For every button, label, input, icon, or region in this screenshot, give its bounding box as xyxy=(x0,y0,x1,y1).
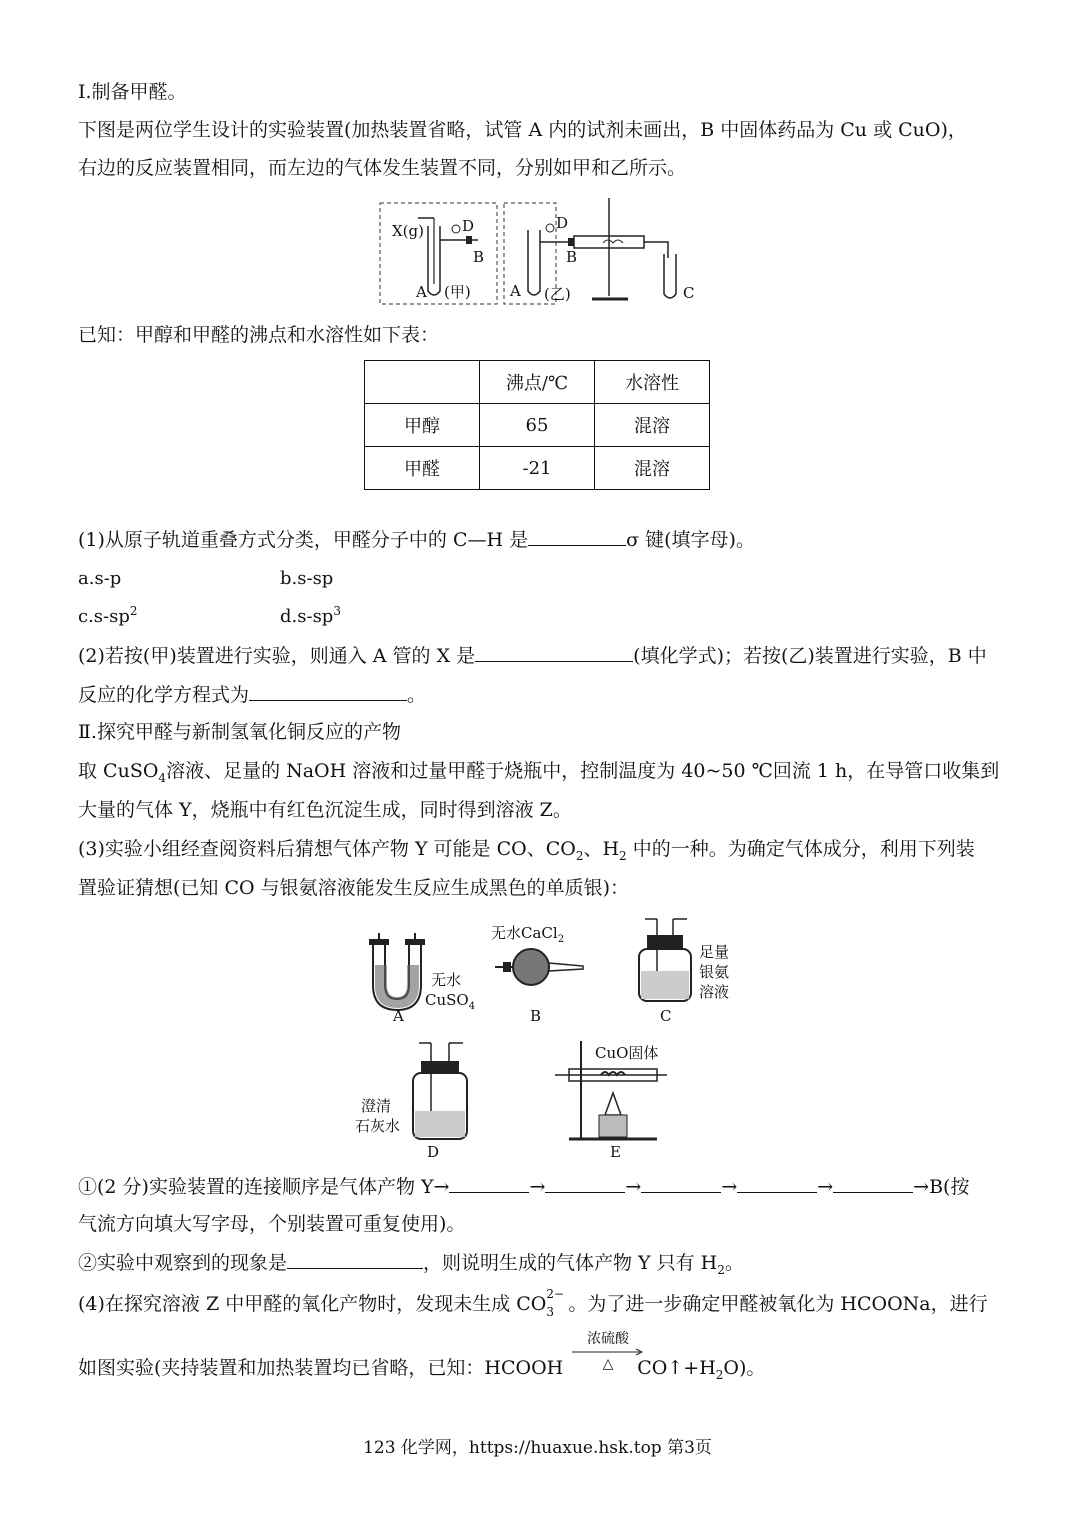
arrow-line xyxy=(572,1348,644,1356)
reaction-condition-top: 浓硫酸 xyxy=(587,1331,629,1347)
question-4-line2: 如图实验(夹持装置和加热装置均已省略，已知：HCOOH $CO↑+H_2O$)。 xyxy=(78,1357,766,1382)
option-b: b.s-sp xyxy=(280,568,334,589)
apparatus-c xyxy=(639,919,729,1025)
answer-blank-3[interactable] xyxy=(641,1174,721,1193)
answer-blank[interactable] xyxy=(287,1250,423,1269)
yi-label: (乙) xyxy=(544,285,571,303)
answer-blank[interactable] xyxy=(475,643,633,662)
apparatus-b xyxy=(491,924,583,1025)
question-3-2: ②实验中观察到的现象是 ，则说明生成的气体产物 Y 只有 $H_2$。 xyxy=(78,1252,744,1277)
question-3-line1: (3)实验小组经查阅资料后猜想气体产物 Y 可能是 CO、$CO_2$、$H_2$ 中的一种。为确定气体成分，利用下列装 xyxy=(78,838,975,863)
table-cell: 混溶 xyxy=(595,404,710,447)
reaction-condition-bottom: △ xyxy=(602,1356,614,1372)
a-name: A xyxy=(393,1007,404,1025)
answer-blank[interactable] xyxy=(249,682,407,701)
table-header-cell xyxy=(365,361,480,404)
apparatus-figure-1 xyxy=(378,196,708,308)
question-4-line1: (4)在探究溶液 Z 中甲醛的氧化产物时，发现未生成 CO 2− 3 。为了进一步确定甲醛被氧化为 HCOONa，进行 xyxy=(78,1287,988,1319)
c-label3: 溶液 xyxy=(699,983,730,1001)
c-label1: 足量 xyxy=(699,943,730,961)
d-label1: 澄清 xyxy=(361,1097,392,1115)
option-c: $c.s-sp^2$ xyxy=(78,604,138,627)
a-label2: CuSO$_4$ xyxy=(425,991,476,1012)
option-a: a.s-p xyxy=(78,568,122,589)
a1-label: A xyxy=(416,283,427,301)
reaction-arrow xyxy=(572,1328,644,1372)
d-name: D xyxy=(427,1143,440,1160)
question-2-line1: (2)若按(甲)装置进行实验，则通入 A 管的 X 是 (填化学式)；若按(乙)装置进行实验，B 中 xyxy=(78,645,987,667)
answer-blank-4[interactable] xyxy=(737,1174,817,1193)
apparatus-figure-2 xyxy=(355,915,735,1160)
table-header-cell: 沸点/℃ xyxy=(480,361,595,404)
b2-label: B xyxy=(566,248,578,266)
table-row xyxy=(365,404,710,447)
table-cell: 混溶 xyxy=(595,447,710,490)
table-header-cell: 水溶性 xyxy=(595,361,710,404)
answer-blank[interactable] xyxy=(528,527,626,546)
d-label2: 石灰水 xyxy=(355,1117,401,1135)
b-label: 无水CaCl$_2$ xyxy=(491,924,565,945)
c-label: C xyxy=(683,284,695,302)
d2-label: D xyxy=(556,214,569,232)
question-3-line2: 置验证猜想(已知 CO 与银氨溶液能发生反应生成黑色的单质银)： xyxy=(78,877,630,899)
table-row xyxy=(365,447,710,490)
e-name: E xyxy=(610,1143,621,1160)
table-cell: 65 xyxy=(480,404,595,447)
a-label1: 无水 xyxy=(431,971,462,989)
answer-blank-1[interactable] xyxy=(449,1174,529,1193)
section2-title: Ⅱ.探究甲醛与新制氢氧化铜反应的产物 xyxy=(78,721,401,743)
a2-label: A xyxy=(510,282,521,300)
b-name: B xyxy=(530,1007,542,1025)
table-header-row xyxy=(365,361,710,404)
d1-label: D xyxy=(462,217,475,235)
jia-label: (甲) xyxy=(444,283,471,301)
c-label2: 银氨 xyxy=(699,963,730,981)
c-name: C xyxy=(660,1007,672,1025)
section1-intro-line1: 下图是两位学生设计的实验装置(加热装置省略，试管 A 内的试剂未画出，B 中固体药品为 Cu 或 CuO)， xyxy=(78,119,967,141)
section2-line2: 大量的气体 Y，烧瓶中有红色沉淀生成，同时得到溶液 Z。 xyxy=(78,799,572,821)
section1-title: Ⅰ.制备甲醛。 xyxy=(78,81,187,103)
question-1: (1)从原子轨道重叠方式分类，甲醛分子中的 C—H 是 σ 键(填字母)。 xyxy=(78,529,755,551)
page-footer: 123 化学网，https://huaxue.hsk.top 第3页 xyxy=(363,1438,712,1458)
answer-blank-5[interactable] xyxy=(833,1174,913,1193)
e-label: CuO固体 xyxy=(595,1044,659,1062)
apparatus-e xyxy=(555,1041,667,1160)
apparatus-a xyxy=(369,933,475,1025)
section2-line1: 取 CuSO$_4$溶液、足量的 NaOH 溶液和过量甲醛于烧瓶中，控制温度为 40~50 ℃回流 1 h，在导管口收集到 xyxy=(78,760,1000,785)
b1-label: B xyxy=(473,248,485,266)
question-3-1-line2: 气流方向填大写字母，个别装置可重复使用)。 xyxy=(78,1213,466,1235)
table-cell: 甲醇 xyxy=(365,404,480,447)
answer-blank-2[interactable] xyxy=(545,1174,625,1193)
section1-intro-line2: 右边的反应装置相同，而左边的气体发生装置不同，分别如甲和乙所示。 xyxy=(78,157,687,179)
question-3-1-line1: ①(2 分)实验装置的连接顺序是气体产物 Y→ → → → → →B(按 xyxy=(78,1176,970,1198)
table-cell: -21 xyxy=(480,447,595,490)
option-d: $d.s-sp^3$ xyxy=(280,604,341,627)
question-2-line2: 反应的化学方程式为 。 xyxy=(78,684,427,706)
section1-known: 已知：甲醇和甲醛的沸点和水溶性如下表： xyxy=(78,324,440,346)
table-cell: 甲醛 xyxy=(365,447,480,490)
x-label: X(g) xyxy=(392,222,424,240)
properties-table xyxy=(364,360,710,490)
apparatus-d xyxy=(355,1043,467,1160)
